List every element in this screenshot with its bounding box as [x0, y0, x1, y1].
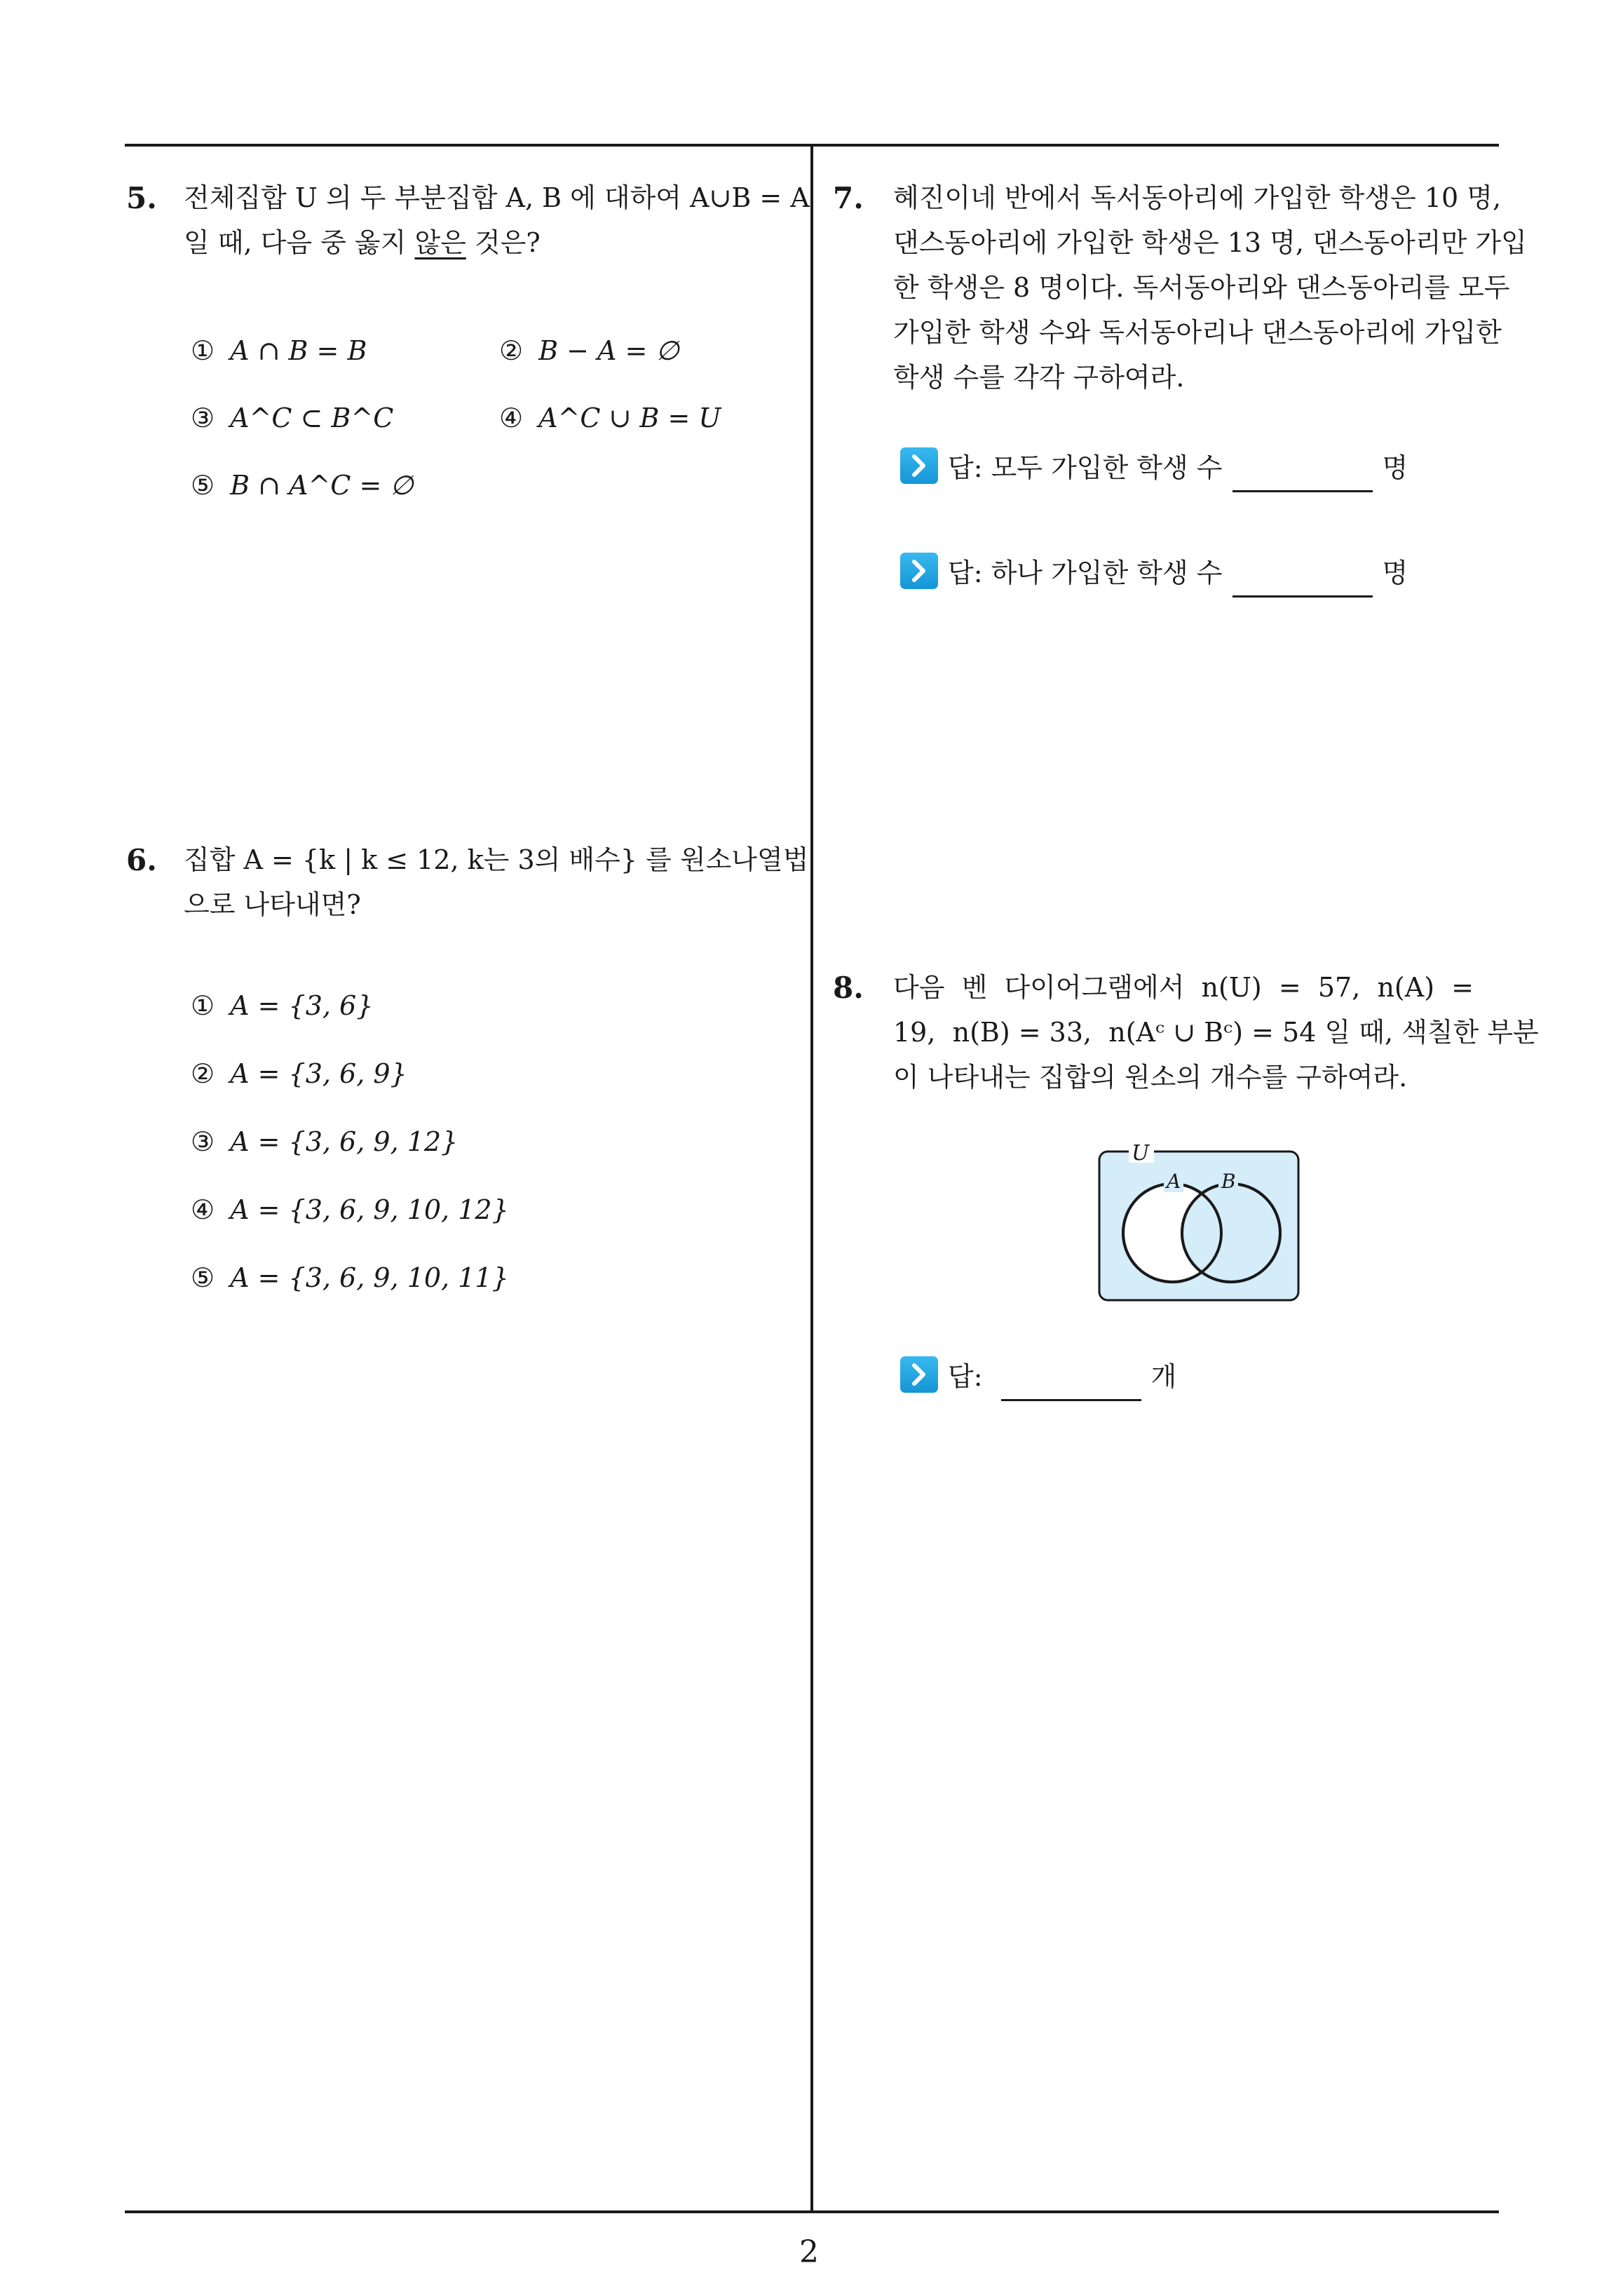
option-3[interactable]: ③ A^C ⊂ B^C — [191, 403, 394, 433]
question-text-line: 이 나타내는 집합의 원소의 개수를 구하여라. — [893, 1062, 1408, 1093]
answer-blank[interactable] — [1232, 566, 1373, 597]
question-text-line: 혜진이네 반에서 독서동아리에 가입한 학생은 10 명, — [893, 182, 1502, 213]
answer-arrow-icon — [900, 1356, 938, 1393]
option-4[interactable]: ④ A = {3, 6, 9, 10, 12} — [191, 1194, 509, 1225]
question-number: 5. — [126, 181, 157, 215]
question-text-line: 학생 수를 각각 구하여라. — [893, 362, 1185, 393]
option-2[interactable]: ② B − A = ∅ — [499, 335, 679, 366]
answer-row — [900, 1355, 1176, 1393]
negation-emphasis: 않은 — [414, 227, 466, 258]
column-divider — [810, 144, 813, 2213]
answer-label: 답: 하나 가입한 학생 수 — [948, 558, 1223, 588]
option-1[interactable]: ① A = {3, 6} — [191, 990, 374, 1021]
set-a-label: A — [1167, 1170, 1181, 1193]
answer-blank[interactable] — [1232, 461, 1373, 492]
option-3[interactable]: ③ A = {3, 6, 9, 12} — [191, 1126, 459, 1157]
set-b-label: B — [1221, 1170, 1236, 1193]
answer-row-2 — [900, 551, 1408, 590]
answer-unit: 명 — [1382, 558, 1408, 588]
option-4[interactable]: ④ A^C ∪ B = U — [499, 403, 721, 433]
question-text-line: 으로 나타내면? — [184, 889, 361, 920]
venn-diagram — [1094, 1135, 1311, 1310]
option-5[interactable]: ⑤ A = {3, 6, 9, 10, 11} — [191, 1262, 509, 1293]
question-text-line: 한 학생은 8 명이다. 독서동아리와 댄스동아리를 모두 — [893, 272, 1510, 303]
question-text-line: 가입한 학생 수와 독서동아리나 댄스동아리에 가입한 — [893, 317, 1502, 348]
page-number: 2 — [799, 2234, 819, 2270]
question-number: 8. — [833, 971, 864, 1005]
question-text-line: 전체집합 U 의 두 부분집합 A, B 에 대하여 A∪B = A — [184, 182, 810, 213]
universe-label: U — [1132, 1141, 1150, 1166]
answer-arrow-icon — [900, 447, 938, 484]
question-text-line: 다음 벤 다이어그램에서 n(U) = 57, n(A) = — [893, 972, 1474, 1003]
answer-blank[interactable] — [1001, 1370, 1141, 1401]
question-text-line: 일 때, 다음 중 옳지 않은 것은? — [184, 227, 541, 258]
answer-unit: 명 — [1382, 452, 1408, 483]
option-5[interactable]: ⑤ B ∩ A^C = ∅ — [191, 470, 414, 501]
answer-row-1 — [900, 446, 1408, 485]
question-number: 7. — [833, 181, 864, 215]
answer-unit: 개 — [1150, 1361, 1177, 1392]
option-1[interactable]: ① A ∩ B = B — [191, 335, 367, 366]
answer-arrow-icon — [900, 553, 938, 589]
answer-label: 답: — [948, 1361, 983, 1392]
question-text-line: 19, n(B) = 33, n(Aᶜ ∪ Bᶜ) = 54 일 때, 색칠한 부분 — [893, 1017, 1539, 1048]
option-2[interactable]: ② A = {3, 6, 9} — [191, 1058, 407, 1089]
question-text-line: 집합 A = {k | k ≤ 12, k는 3의 배수} 를 원소나열법 — [184, 844, 809, 875]
answer-label: 답: 모두 가입한 학생 수 — [948, 452, 1223, 483]
question-number: 6. — [126, 843, 157, 877]
question-text-line: 댄스동아리에 가입한 학생은 13 명, 댄스동아리만 가입 — [893, 227, 1527, 258]
